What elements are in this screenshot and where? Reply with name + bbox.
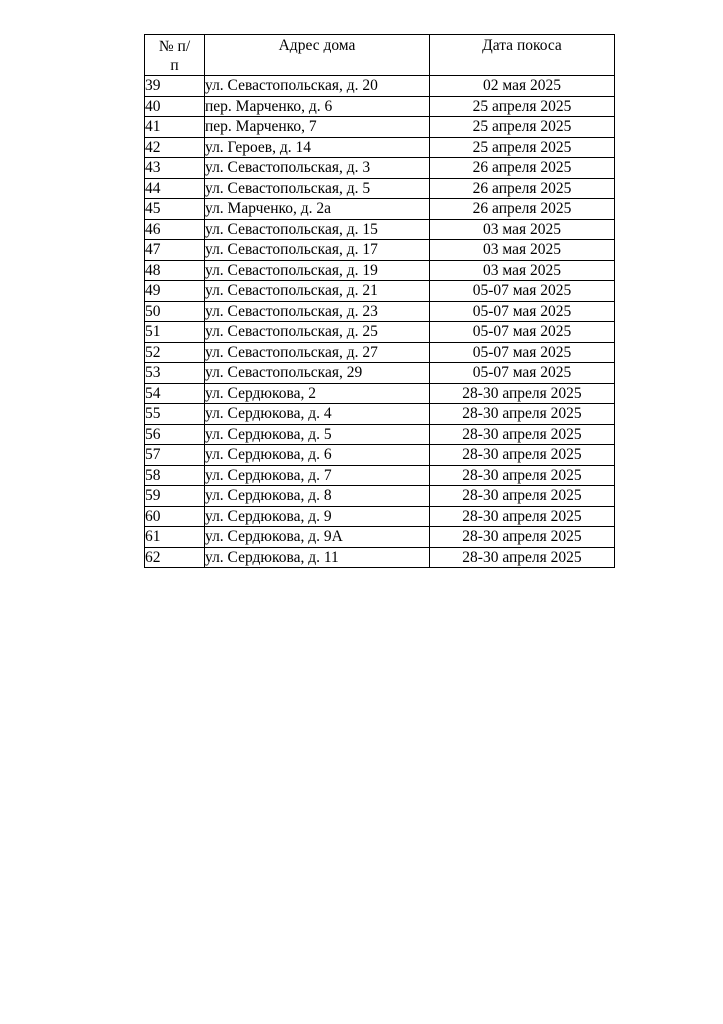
row-number-cell: 51 bbox=[145, 322, 205, 343]
mowing-date-cell: 05-07 мая 2025 bbox=[430, 281, 615, 302]
table-row bbox=[145, 342, 615, 363]
row-number-cell: 52 bbox=[145, 342, 205, 363]
address-cell: ул. Сердюкова, д. 8 bbox=[205, 486, 430, 507]
mowing-schedule-table bbox=[144, 34, 615, 568]
row-number-cell: 43 bbox=[145, 158, 205, 179]
mowing-date-cell: 03 мая 2025 bbox=[430, 260, 615, 281]
table-row bbox=[145, 404, 615, 425]
table-row bbox=[145, 219, 615, 240]
address-cell: ул. Севастопольская, д. 3 bbox=[205, 158, 430, 179]
table-row bbox=[145, 76, 615, 97]
row-number-cell: 48 bbox=[145, 260, 205, 281]
row-number-cell: 42 bbox=[145, 137, 205, 158]
mowing-date-cell: 28-30 апреля 2025 bbox=[430, 547, 615, 568]
mowing-date-cell: 03 мая 2025 bbox=[430, 219, 615, 240]
row-number-cell: 47 bbox=[145, 240, 205, 261]
table-row bbox=[145, 158, 615, 179]
table-row bbox=[145, 137, 615, 158]
column-header-number bbox=[145, 35, 205, 76]
address-cell: ул. Севастопольская, д. 17 bbox=[205, 240, 430, 261]
mowing-date-cell: 28-30 апреля 2025 bbox=[430, 527, 615, 548]
address-cell: ул. Героев, д. 14 bbox=[205, 137, 430, 158]
row-number-cell: 41 bbox=[145, 117, 205, 138]
address-cell: ул. Севастопольская, д. 5 bbox=[205, 178, 430, 199]
row-number-cell: 45 bbox=[145, 199, 205, 220]
mowing-date-cell: 28-30 апреля 2025 bbox=[430, 404, 615, 425]
table-row bbox=[145, 486, 615, 507]
table-row bbox=[145, 322, 615, 343]
address-cell: ул. Марченко, д. 2а bbox=[205, 199, 430, 220]
row-number-cell: 56 bbox=[145, 424, 205, 445]
mowing-date-cell: 03 мая 2025 bbox=[430, 240, 615, 261]
table-row bbox=[145, 199, 615, 220]
table-header bbox=[145, 35, 615, 76]
row-number-cell: 55 bbox=[145, 404, 205, 425]
column-header-address: Адрес дома bbox=[205, 35, 430, 76]
address-cell: ул. Сердюкова, д. 9 bbox=[205, 506, 430, 527]
column-header-date: Дата покоса bbox=[430, 35, 615, 76]
row-number-cell: 59 bbox=[145, 486, 205, 507]
mowing-date-cell: 28-30 апреля 2025 bbox=[430, 465, 615, 486]
table-row bbox=[145, 363, 615, 384]
mowing-date-cell: 05-07 мая 2025 bbox=[430, 342, 615, 363]
table-row bbox=[145, 301, 615, 322]
column-header-number-line2: п bbox=[170, 57, 179, 74]
mowing-date-cell: 26 апреля 2025 bbox=[430, 158, 615, 179]
table-row bbox=[145, 260, 615, 281]
address-cell: ул. Севастопольская, д. 25 bbox=[205, 322, 430, 343]
mowing-date-cell: 28-30 апреля 2025 bbox=[430, 486, 615, 507]
mowing-date-cell: 05-07 мая 2025 bbox=[430, 301, 615, 322]
address-cell: ул. Сердюкова, 2 bbox=[205, 383, 430, 404]
mowing-date-cell: 25 апреля 2025 bbox=[430, 137, 615, 158]
mowing-date-cell: 02 мая 2025 bbox=[430, 76, 615, 97]
mowing-date-cell: 05-07 мая 2025 bbox=[430, 322, 615, 343]
address-cell: ул. Севастопольская, д. 20 bbox=[205, 76, 430, 97]
table-body bbox=[145, 76, 615, 568]
address-cell: ул. Севастопольская, д. 15 bbox=[205, 219, 430, 240]
table-row bbox=[145, 547, 615, 568]
table-row bbox=[145, 240, 615, 261]
column-header-number-line1: № п/ bbox=[158, 38, 191, 55]
address-cell: ул. Севастопольская, д. 23 bbox=[205, 301, 430, 322]
table-row bbox=[145, 383, 615, 404]
table-row bbox=[145, 445, 615, 466]
mowing-date-cell: 26 апреля 2025 bbox=[430, 199, 615, 220]
table-row bbox=[145, 506, 615, 527]
mowing-date-cell: 25 апреля 2025 bbox=[430, 96, 615, 117]
row-number-cell: 39 bbox=[145, 76, 205, 97]
mowing-date-cell: 26 апреля 2025 bbox=[430, 178, 615, 199]
row-number-cell: 62 bbox=[145, 547, 205, 568]
table-row bbox=[145, 527, 615, 548]
row-number-cell: 61 bbox=[145, 527, 205, 548]
row-number-cell: 58 bbox=[145, 465, 205, 486]
address-cell: ул. Сердюкова, д. 7 bbox=[205, 465, 430, 486]
header-row bbox=[145, 35, 615, 76]
row-number-cell: 44 bbox=[145, 178, 205, 199]
address-cell: пер. Марченко, 7 bbox=[205, 117, 430, 138]
mowing-date-cell: 28-30 апреля 2025 bbox=[430, 445, 615, 466]
row-number-cell: 57 bbox=[145, 445, 205, 466]
mowing-date-cell: 25 апреля 2025 bbox=[430, 117, 615, 138]
address-cell: ул. Севастопольская, 29 bbox=[205, 363, 430, 384]
row-number-cell: 53 bbox=[145, 363, 205, 384]
address-cell: ул. Сердюкова, д. 6 bbox=[205, 445, 430, 466]
row-number-cell: 60 bbox=[145, 506, 205, 527]
table-row bbox=[145, 178, 615, 199]
table-row bbox=[145, 117, 615, 138]
row-number-cell: 40 bbox=[145, 96, 205, 117]
address-cell: ул. Севастопольская, д. 19 bbox=[205, 260, 430, 281]
row-number-cell: 49 bbox=[145, 281, 205, 302]
row-number-cell: 54 bbox=[145, 383, 205, 404]
mowing-date-cell: 28-30 апреля 2025 bbox=[430, 424, 615, 445]
address-cell: ул. Севастопольская, д. 21 bbox=[205, 281, 430, 302]
mowing-date-cell: 28-30 апреля 2025 bbox=[430, 506, 615, 527]
address-cell: ул. Сердюкова, д. 5 bbox=[205, 424, 430, 445]
address-cell: ул. Сердюкова, д. 4 bbox=[205, 404, 430, 425]
address-cell: пер. Марченко, д. 6 bbox=[205, 96, 430, 117]
table-row bbox=[145, 424, 615, 445]
address-cell: ул. Сердюкова, д. 9А bbox=[205, 527, 430, 548]
row-number-cell: 50 bbox=[145, 301, 205, 322]
mowing-date-cell: 05-07 мая 2025 bbox=[430, 363, 615, 384]
mowing-date-cell: 28-30 апреля 2025 bbox=[430, 383, 615, 404]
row-number-cell: 46 bbox=[145, 219, 205, 240]
address-cell: ул. Севастопольская, д. 27 bbox=[205, 342, 430, 363]
address-cell: ул. Сердюкова, д. 11 bbox=[205, 547, 430, 568]
table-row bbox=[145, 281, 615, 302]
table-row bbox=[145, 96, 615, 117]
table-row bbox=[145, 465, 615, 486]
